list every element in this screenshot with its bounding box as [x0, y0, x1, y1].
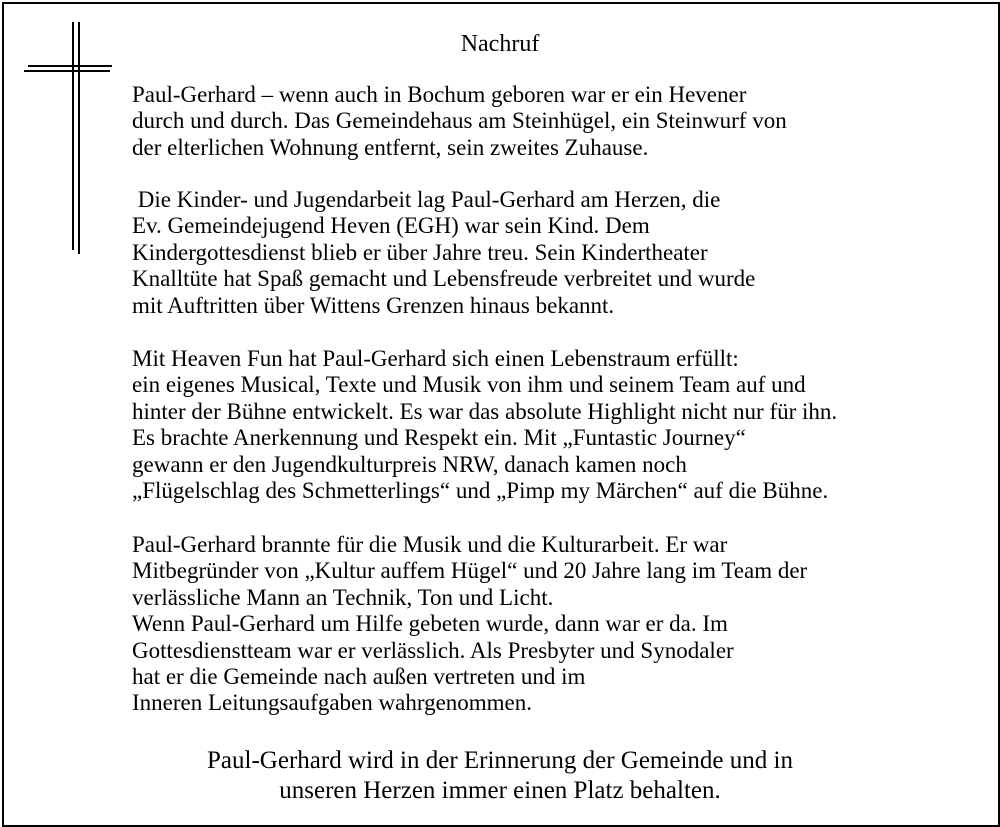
- text-line: Die Kinder- und Jugendarbeit lag Paul-Gerhard am Herzen, die: [132, 187, 721, 212]
- text-line: Paul-Gerhard brannte für die Musik und die Kulturarbeit. Er war: [132, 532, 728, 557]
- text-line: verlässliche Mann an Technik, Ton und Licht.: [132, 584, 554, 610]
- text-line: Es brachte Anerkennung und Respekt ein. Mit „Funtastic Journey“: [132, 425, 746, 451]
- closing-line: unseren Herzen immer einen Platz behalten.: [279, 777, 721, 804]
- closing-line: Paul-Gerhard wird in der Erinnerung der Gemeinde und in: [207, 747, 793, 774]
- text-line: Kindergottesdienst blieb er über Jahre treu. Sein Kindertheater: [132, 239, 708, 265]
- text-line: Ev. Gemeindejugend Heven (EGH) war sein Kind. Dem: [132, 213, 650, 239]
- paragraph-youth-work: [132, 187, 972, 319]
- text-line: durch und durch. Das Gemeindehaus am Steinhügel, ein Steinwurf von: [132, 108, 787, 134]
- text-line: hinter der Bühne entwickelt. Es war das absolute Highlight nicht nur für ihn.: [132, 398, 838, 424]
- text-line: Gottesdienstteam war er verlässlich. Als Presbyter und Synodaler: [132, 637, 734, 663]
- paragraph-musical: [132, 346, 972, 504]
- text-line: Wenn Paul-Gerhard um Hilfe gebeten wurde, dann war er da. Im: [132, 611, 728, 637]
- text-line: gewann er den Jugendkulturpreis NRW, danach kamen noch: [132, 451, 687, 477]
- text-line: der elterlichen Wohnung entfernt, sein zweites Zuhause.: [132, 134, 649, 160]
- text-line: „Flügelschlag des Schmetterlings“ und „Pimp my Märchen“ auf die Bühne.: [132, 478, 829, 504]
- text-line: ein eigenes Musical, Texte und Musik von ihm und seinem Team auf und: [132, 372, 806, 398]
- text-line: Mitbegründer von „Kultur auffem Hügel“ und 20 Jahre lang im Team der: [132, 558, 808, 584]
- closing-statement: [0, 746, 1000, 806]
- text-line: Inneren Leitungsaufgaben wahrgenommen.: [132, 690, 533, 716]
- text-line: Mit Heaven Fun hat Paul-Gerhard sich einen Lebenstraum erfüllt:: [132, 346, 739, 371]
- text-line: mit Auftritten über Wittens Grenzen hinaus bekannt.: [132, 292, 615, 318]
- text-line: hat er die Gemeinde nach außen vertreten und im: [132, 664, 586, 690]
- text-line: Knalltüte hat Spaß gemacht und Lebensfreude verbreitet und wurde: [132, 266, 756, 292]
- paragraph-childhood: [132, 82, 972, 161]
- paragraph-culture: [132, 532, 972, 717]
- text-line: Paul-Gerhard – wenn auch in Bochum geboren war er ein Hevener: [132, 82, 747, 107]
- notice-title: Nachruf: [460, 31, 540, 57]
